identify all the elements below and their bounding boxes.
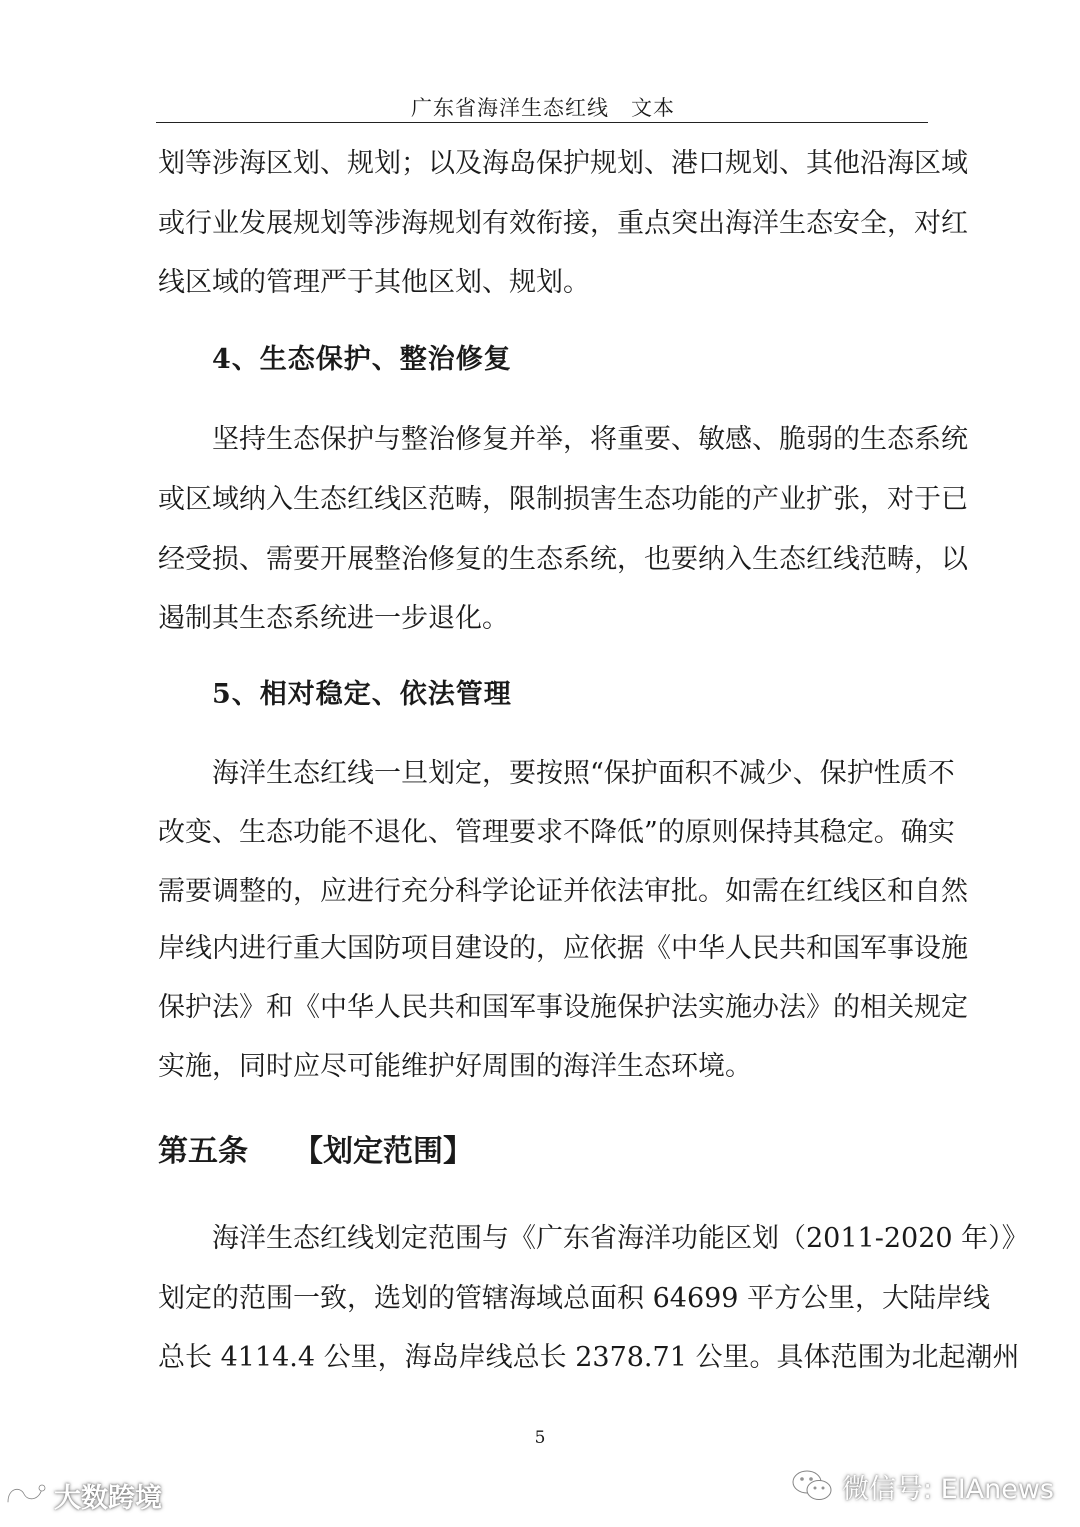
paragraph-line: 需要调整的，应进行充分科学论证并依法审批。如需在红线区和自然 bbox=[158, 876, 968, 907]
article-heading: 第五条 【划定范围】 bbox=[158, 1134, 473, 1169]
logo-icon bbox=[4, 1480, 48, 1510]
watermark-left bbox=[4, 1474, 162, 1516]
wechat-icon bbox=[790, 1467, 834, 1505]
paragraph-line: 总长 4114.4 公里，海岛岸线总长 2378.71 公里。具体范围为北起潮州 bbox=[158, 1342, 1020, 1373]
paragraph-line: 实施，同时应尽可能维护好周围的海洋生态环境。 bbox=[158, 1051, 752, 1082]
paragraph-line: 或行业发展规划等涉海规划有效衔接，重点突出海洋生态安全，对红 bbox=[158, 208, 968, 239]
watermark-left-text: 大数跨境 bbox=[54, 1482, 162, 1514]
paragraph-line: 海洋生态红线一旦划定，要按照“保护面积不减少、保护性质不 bbox=[212, 758, 955, 789]
section-heading: 5、相对稳定、依法管理 bbox=[212, 679, 512, 710]
paragraph-line: 遏制其生态系统进一步退化。 bbox=[158, 603, 509, 634]
header-divider bbox=[156, 122, 928, 123]
paragraph-line: 岸线内进行重大国防项目建设的，应依据《中华人民共和国军事设施 bbox=[158, 933, 968, 964]
paragraph-line: 海洋生态红线划定范围与《广东省海洋功能区划（2011-2020 年）》 bbox=[212, 1223, 1029, 1254]
watermark-right bbox=[790, 1464, 1054, 1508]
paragraph-line: 经受损、需要开展整治修复的生态系统，也要纳入生态红线范畴，以 bbox=[158, 544, 968, 575]
paragraph-line: 划等涉海区划、规划；以及海岛保护规划、港口规划、其他沿海区域 bbox=[158, 148, 968, 179]
watermark-right-text: 微信号: EIAnews bbox=[841, 1473, 1054, 1505]
paragraph-line: 保护法》和《中华人民共和国军事设施保护法实施办法》的相关规定 bbox=[158, 992, 968, 1023]
paragraph-line: 或区域纳入生态红线区范畴，限制损害生态功能的产业扩张，对于已 bbox=[158, 484, 968, 515]
paragraph-line: 坚持生态保护与整治修复并举，将重要、敏感、脆弱的生态系统 bbox=[212, 424, 968, 455]
header-title: 广东省海洋生态红线 文本 bbox=[411, 96, 675, 120]
paragraph-line: 划定的范围一致，选划的管辖海域总面积 64699 平方公里，大陆岸线 bbox=[158, 1283, 991, 1314]
section-heading: 4、生态保护、整治修复 bbox=[212, 344, 512, 375]
page-number: 5 bbox=[534, 1428, 546, 1448]
paragraph-line: 改变、生态功能不退化、管理要求不降低”的原则保持其稳定。确实 bbox=[158, 817, 955, 848]
paragraph-line: 线区域的管理严于其他区划、规划。 bbox=[158, 267, 590, 298]
